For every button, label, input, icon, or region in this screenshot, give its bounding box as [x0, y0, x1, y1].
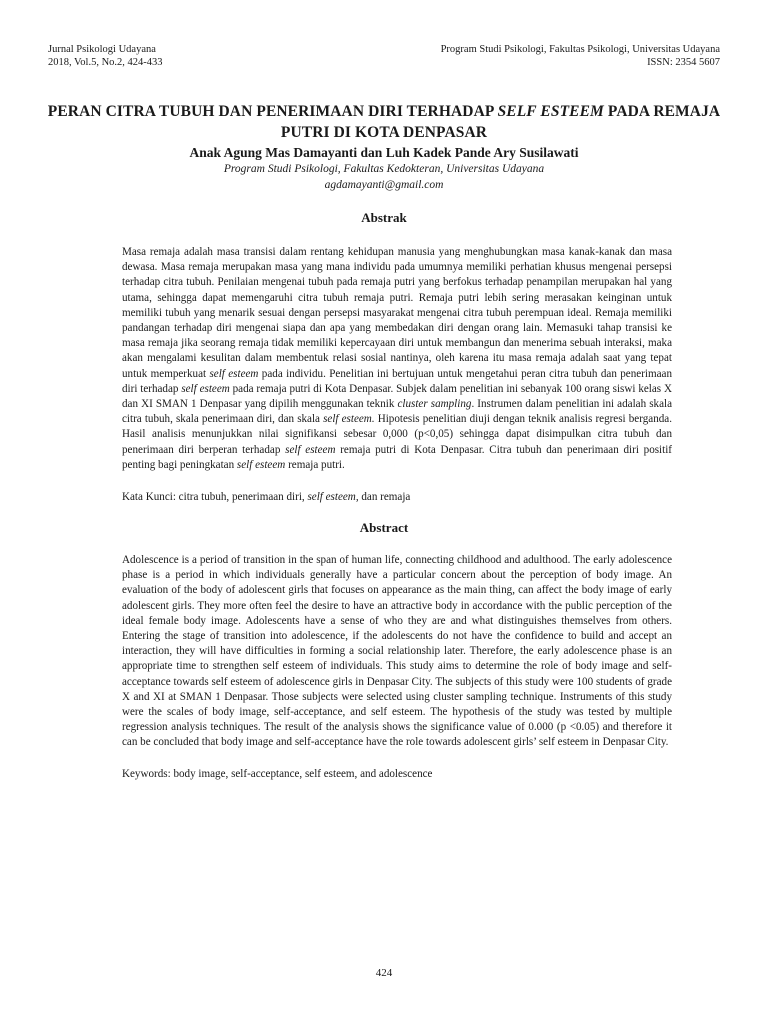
abstrak-italic-term: self esteem — [285, 443, 336, 456]
abstrak-text: remaja putri di Kota Denpasar. Citra tubuh dan penerimaan diri positif penting bagi peningkatan — [122, 443, 672, 471]
kata-kunci-italic: self esteem, — [307, 491, 359, 503]
running-header-right — [441, 44, 720, 69]
abstrak-italic-term: self esteem — [209, 367, 259, 380]
page-number: 424 — [375, 967, 393, 979]
abstrak-text: pada individu. Penelitian ini bertujuan untuk mengetahui peran citra tubuh dan penerimaan diri terhadap — [122, 367, 672, 395]
abstrak-heading: Abstrak — [361, 210, 407, 225]
abstract-body: Adolescence is a period of transition in the span of human life, connecting childhood and adulthood. The early adolescence phase is a period in which individuals generally have a particular concern about the perception of body image. An evaluation of the body of adolescent girls that focuses on appearance as the main thing, can affect the body image of early adolescent girls. They more often feel the desire to have an attractive body in accordance with the public perception of the ideal female body image. Adolescents have a sense of who they are and what distinguishes themselves from others. Entering the stage of transition into adolescence, if the adolescents do not have the confidence to build and accept an interaction, they will have difficulties in forming a social relationship later. Therefore, the early adolescence phase is an appropriate time to strengthen self esteem of individuals. This study aims to determine the role of body image and self-acceptance towards self esteem of adolescence girls in Denpasar City. The subjects of this study were 100 students of grade X and XI at SMAN 1 Denpasar. Those subjects were selected using cluster sampling technique. Instruments of this study were the scales of body image, self-acceptance, and self esteem. The hypothesis of the study was tested by multiple regression analysis techniques. The result of the analysis shows the significance value of 0.000 (p <0.05) and therefore it can be concluded that body image and self-acceptance have the role towards adolescent girls’ self esteem in Denpasar City. — [122, 554, 672, 749]
author-email: agdamayanti@gmail.com — [324, 179, 444, 191]
abstrak-text: . Instrumen dalam penelitian ini adalah skala citra tubuh, skala penerimaan diri, dan skala — [122, 398, 672, 426]
keywords: Keywords: body image, self-acceptance, self esteem, and adolescence — [122, 768, 433, 780]
abstrak-body — [122, 245, 672, 473]
abstrak-text: Hipotesis penelitian diuji dengan teknik analisis regresi berganda. Hasil analisis menunjukkan nilai signifikansi sebesar 0,000 (p<0,05) sehingga dapat disimpulkan citra tubuh dan penerimaan diri berperan terhadap — [122, 413, 672, 456]
kata-kunci — [122, 490, 672, 505]
journal-volume: 2018, Vol.5, No.2, 424-433 — [48, 56, 163, 68]
journal-name: Jurnal Psikologi Udayana — [48, 44, 156, 55]
abstrak-text: pada remaja putri di Kota Denpasar. Subjek dalam penelitian ini sebanyak 100 orang siswi kelas X dan XI SMAN 1 Denpasar yang dipilih menggunakan teknik — [122, 382, 672, 411]
abstrak-italic-term: self esteem — [181, 382, 230, 395]
abstrak-text: remaja putri. — [285, 458, 345, 471]
abstrak-italic-term: self esteem — [236, 458, 286, 471]
title-part-1: PERAN CITRA TUBUH DAN PENERIMAAN DIRI TERHADAP — [47, 103, 498, 120]
abstrak-italic-term: self esteem. — [323, 413, 375, 426]
abstract-heading: Abstract — [359, 520, 409, 535]
kata-kunci-suffix: dan remaja — [358, 491, 411, 503]
abstrak-italic-term: cluster sampling — [397, 398, 472, 411]
affiliation: Program Studi Psikologi, Fakultas Kedokteran, Universitas Udayana — [223, 163, 545, 175]
abstrak-text: Masa remaja adalah masa transisi dalam rentang kehidupan manusia yang menghubungkan masa kanak-kanak dan masa dewasa. Masa remaja merupakan masa yang mana individu pada umumnya memiliki perhatian khusus mengenai persepsi terhadap citra tubuh. Penilaian mengenai tubuh pada remaja putri yang berfokus terhadap penampilan merupakan hal yang utama, sehingga dapat memengaruhi citra tubuh remaja putri. Remaja putri lebih sering merasakan keinginan untuk memiliki tubuh yang menarik sesuai dengan persepsi masyarakat mengenai citra tubuh perempuan ideal. Remaja memiliki pandangan terhadap diri mengenai siapa dan apa yang membedakan diri dengan orang lain. Memasuki tahap transisi ke masa remaja jika seorang remaja tidak memiliki kepercayaan diri untuk membangun dan menerima sebuah interaksi, maka akan mengalami kesulitan dalam membentuk relasi sosial nantinya, oleh karena itu masa remaja adalah saat yang tepat untuk memperkuat — [122, 246, 672, 380]
paper-title — [40, 101, 728, 143]
title-part-2: PADA REMAJA PUTRI DI KOTA DENPASAR — [280, 103, 721, 141]
program-name: Program Studi Psikologi, Fakultas Psikologi, Universitas Udayana — [440, 44, 720, 55]
issn: ISSN: 2354 5607 — [647, 56, 720, 68]
authors: Anak Agung Mas Damayanti dan Luh Kadek Pande Ary Susilawati — [189, 145, 579, 160]
title-italic: SELF ESTEEM — [497, 103, 604, 120]
running-header-left — [48, 44, 163, 69]
kata-kunci-prefix: Kata Kunci: citra tubuh, penerimaan diri, — [122, 491, 308, 503]
